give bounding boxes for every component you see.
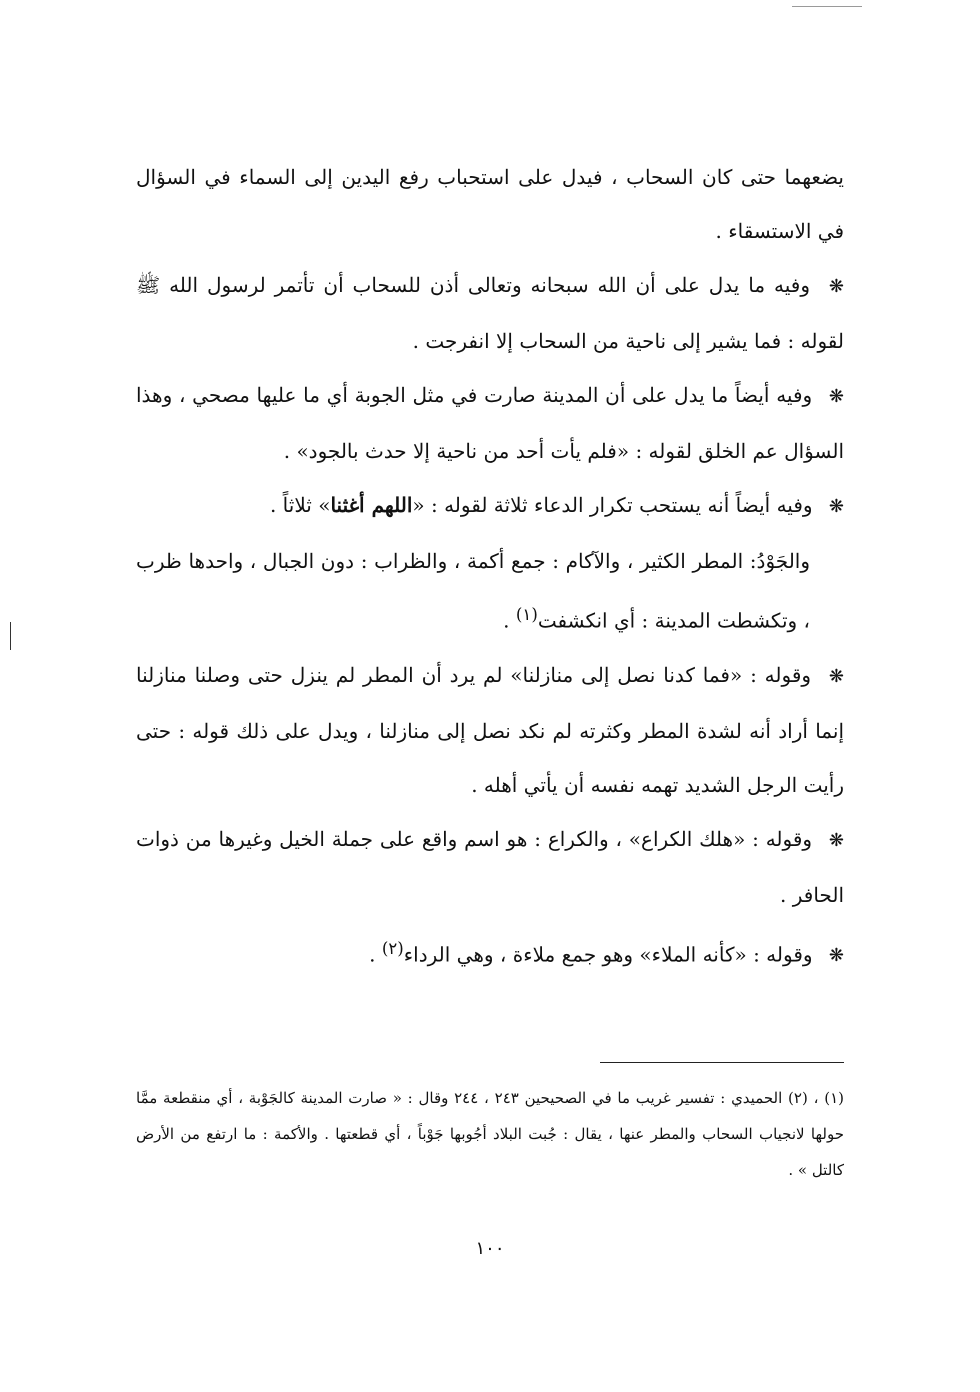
- asterisk-bullet-icon: ❋: [828, 829, 844, 851]
- margin-mark: [10, 622, 11, 650]
- paragraph-8: [136, 922, 844, 984]
- footnotes: [136, 1080, 844, 1188]
- top-rule: [792, 6, 862, 7]
- asterisk-bullet-icon: ❋: [828, 276, 844, 297]
- paragraph-text-end: .: [369, 942, 382, 967]
- paragraph-text: وقوله : «هلك الكراع» ، والكراع : هو اسم واقع على جملة الخيل وغيرها من ذوات الحافر .: [136, 826, 844, 907]
- paragraph-5: [136, 534, 844, 648]
- paragraph-2: [136, 258, 844, 368]
- paragraph-7: [136, 812, 844, 922]
- paragraph-text: وقوله : «كأنه الملاء» وهو جمع ملاءة ، وهي الرداء: [403, 942, 813, 967]
- asterisk-bullet-icon: ❋: [828, 386, 844, 407]
- paragraph-text: وفيه ما يدل على أن الله سبحانه وتعالى أذن للسحاب أن تأتمر لرسول الله ﷺ لقوله : فما يشير إلى ناحية من السحاب إلا انفرجت .: [136, 273, 844, 353]
- paragraph-text: وفيه أيضاً أنه يستحب تكرار الدعاء ثلاثة لقوله : «: [412, 493, 813, 517]
- paragraph-text: يضعهما حتى كان السحاب ، فيدل على استحباب رفع اليدين إلى السماء في السؤال في الاستسقاء .: [136, 165, 844, 243]
- asterisk-bullet-icon: ❋: [828, 945, 844, 967]
- paragraph-1: [136, 150, 844, 258]
- paragraph-3: [136, 368, 844, 478]
- paragraph-4: [136, 478, 844, 534]
- footnote-separator: [600, 1062, 844, 1063]
- paragraph-text: وقوله : «فما كدنا نصل إلى منازلنا» لم يرد أن المطر لم ينزل حتى وصلنا منازلنا إنما أراد أنه لشدة المطر وكثرته لم نكد نصل إلى منازلنا ، ويدل على ذلك قوله : حتى رأيت الرجل الشديد تهمه نفسه أن يأتي أهله .: [136, 662, 844, 797]
- bold-quote: اللهم أغثنا: [330, 493, 413, 517]
- paragraph-text: والجَوْدُ: المطر الكثير ، والآكام : جمع أكمة ، والظراب : دون الجبال ، واحدها ظرب ، وتكشطت المدينة : أي انكشفت: [136, 549, 810, 633]
- footnote-marker: (١): [515, 605, 538, 624]
- asterisk-bullet-icon: ❋: [828, 496, 844, 517]
- footnote-text: (١) ، (٢) الحميدي : تفسير غريب ما في الصحيحين ٢٤٣ ، ٢٤٤ وقال : « صارت المدينة كالجَوْبة ، أي منقطعة ممَّا حولها لانجياب السحاب والمطر عنها ، يقال : جُبت البلاد أجُوبها جَوْباً ، أي قطعتها . والأكمة : ما ارتفع من الأرض كالتل » .: [136, 1089, 844, 1179]
- asterisk-bullet-icon: ❋: [828, 665, 845, 687]
- paragraph-text-end: » ثلاثاً .: [269, 493, 331, 517]
- paragraph-6: [136, 648, 844, 812]
- footnote-marker: (٢): [381, 938, 404, 958]
- page-number: ١٠٠: [475, 1238, 505, 1259]
- body-text: [136, 150, 844, 983]
- paragraph-text: وفيه أيضاً ما يدل على أن المدينة صارت في مثل الجوبة أي ما عليها مصحي ، وهذا السؤال عم الخلق لقوله : «فلم يأت أحد من ناحية إلا حدث بالجود» .: [136, 383, 844, 463]
- paragraph-text-end: .: [503, 608, 516, 633]
